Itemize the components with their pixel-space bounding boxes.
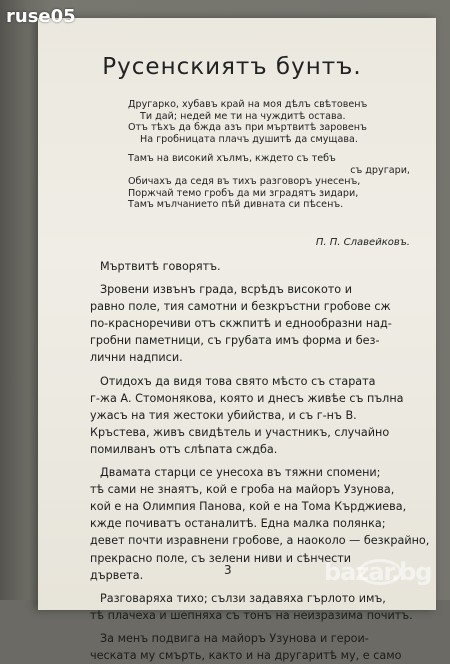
watermark-bazar-text: bazar.bg bbox=[324, 558, 432, 586]
section-heading: Мъртвитѣ говорятъ. bbox=[100, 260, 221, 273]
poem-line: На гробницата плачъ душитѣ да смущава. bbox=[140, 133, 358, 145]
paragraph-line: Кръстева, живъ свидѣтель и участникъ, случайно bbox=[90, 425, 390, 439]
paragraph-line: дървета. bbox=[90, 568, 144, 582]
poem-line: съ другари, bbox=[350, 164, 410, 176]
paragraph-line: помилванъ отъ слѣпата сждба. bbox=[90, 442, 278, 456]
poem-line: Тамъ на високий хълмъ, кждето съ тебъ bbox=[128, 153, 336, 164]
paragraph-line: Зровени извънъ града, всрѣдъ високото и bbox=[100, 283, 352, 297]
paragraph-line: гробни паметници, съ грубата имъ форма и без- bbox=[90, 334, 380, 348]
poem-line: Обичахъ да седя въ тихъ разговоръ унесенъ, bbox=[128, 176, 361, 187]
paragraph-line: Разговаряха тихо; сълзи задавяха гърлото имъ, bbox=[100, 591, 386, 605]
epigraph-poem bbox=[128, 99, 410, 211]
paragraph-line: тѣ сами не знаятъ, кой е гроба на майоръ Узунова, bbox=[90, 483, 395, 497]
poem-line: Ти дай; недей ме ти на чуждитѣ остава. bbox=[140, 110, 346, 122]
paragraph-line: тѣ плачеха и шепняха съ тонъ на неизразима почитъ. bbox=[90, 608, 413, 622]
paragraph-line: кой е на Олимпия Панова, кой е на Тома Кърджиева, bbox=[90, 500, 407, 514]
paragraph-line: г-жа А. Стомонякова, която и днесъ живѣе съ пълна bbox=[90, 391, 404, 405]
paragraph-line: кжде почиватъ останалитѣ. Една малка полянка; bbox=[90, 517, 386, 531]
paragraph-line: прекрасно поле, съ зелени ниви и сѣнчести bbox=[90, 551, 352, 565]
poem-line: Поржчай темо гробъ да ми зградятъ зидари, bbox=[128, 187, 359, 199]
paragraph-line: Двамата старци се унесоха въ тяжни спомени; bbox=[100, 466, 381, 480]
paragraph-line: ческата му смърть, както и на другаритѣ му, е само bbox=[90, 648, 402, 662]
poem-line: Другарко, хубавъ край на моя дѣлъ свѣтовенъ bbox=[128, 99, 368, 110]
poem-author: П. П. Славейковъ. bbox=[315, 237, 410, 248]
page-number: 3 bbox=[224, 563, 232, 577]
poem-line: Тамъ мълчанието пѣй дивната си пѣсенъ. bbox=[128, 199, 344, 210]
paragraph-line: ужасъ на тия жестоки убийства, и съ г-нъ В. bbox=[90, 408, 357, 422]
paragraph-line: девет почти изравнени гробове, а наоколо — безкрайно, bbox=[90, 534, 430, 548]
body-text bbox=[90, 258, 430, 664]
chapter-title: Русенскиятъ бунтъ. bbox=[102, 54, 362, 80]
paragraph-line: по-красноречиви отъ скжпитѣ и еднообразни над- bbox=[90, 317, 392, 331]
watermark-ruse05: ruse05 bbox=[6, 6, 76, 27]
paragraph-line: равно поле, тия самотни и безкръстни гробове сж bbox=[90, 300, 391, 314]
poem-line: Отъ тѣхъ да бжда азъ при мъртвитѣ заровенъ bbox=[128, 122, 367, 133]
paragraph-line: За менъ подвига на майоръ Узунова и герои- bbox=[100, 631, 369, 645]
paragraph-line: лични надписи. bbox=[90, 351, 183, 365]
paragraph-line: Отидохъ да видя това свято мѣсто съ старата bbox=[100, 374, 376, 388]
watermark-bazar-logo bbox=[318, 556, 444, 590]
